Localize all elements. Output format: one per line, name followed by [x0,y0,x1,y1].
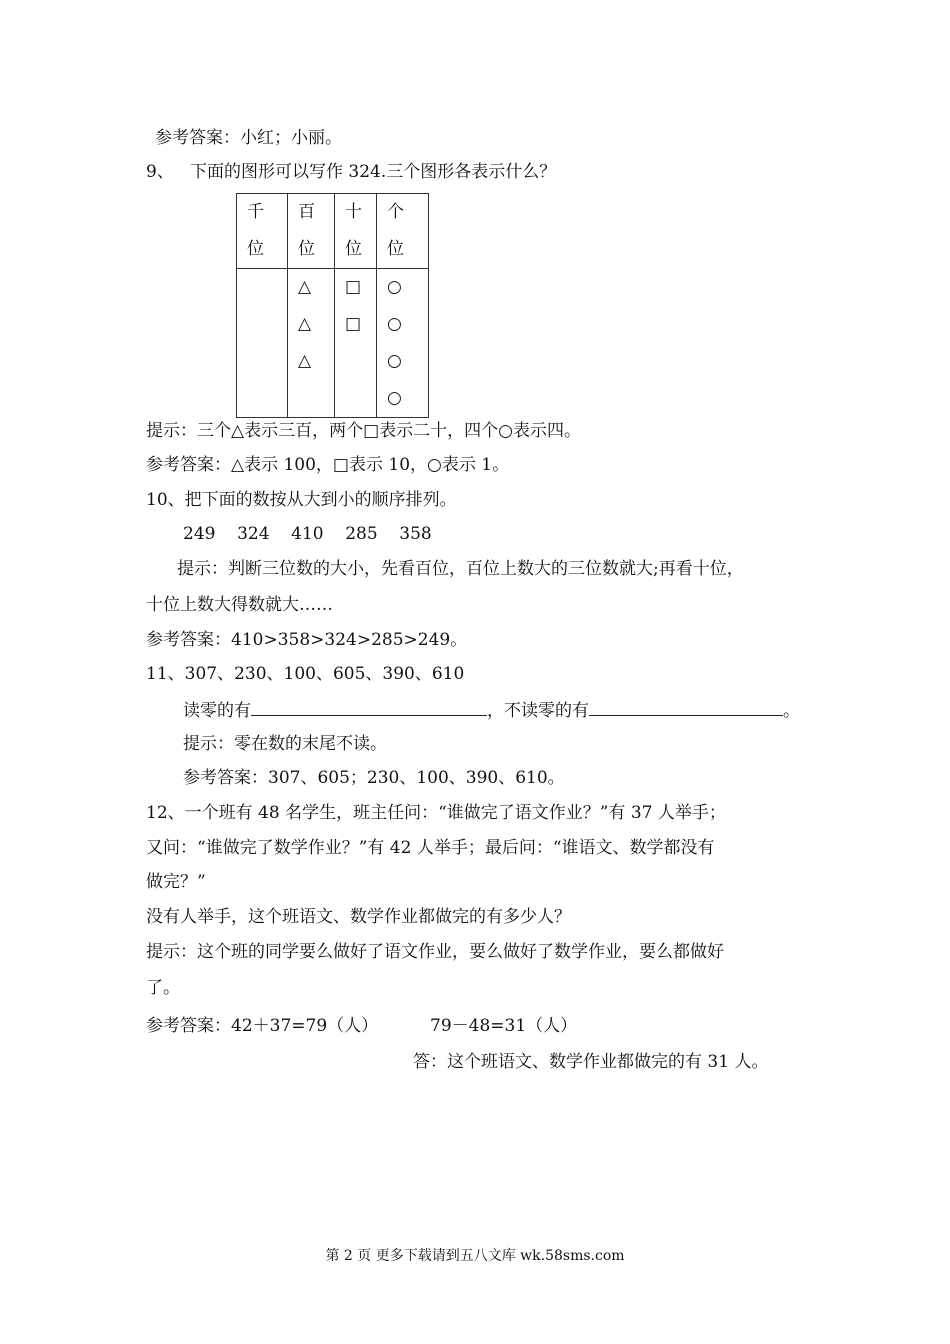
q12-line3: 做完？” [146,872,206,892]
q9-answer: 参考答案：△表示 100，□表示 10，○表示 1。 [146,455,510,475]
circle-icon: ○ [387,351,402,371]
page-footer: 第 2 页 更多下载请到五八文库 wk.58sms.com [325,1248,625,1264]
not-read-zero-blank[interactable] [589,697,783,716]
header-tens: 十 位 [335,194,377,269]
q9-question: 下面的图形可以写作 324.三个图形各表示什么？ [190,162,557,182]
square-icon: □ [345,314,362,334]
q11-hint: 提示：零在数的末尾不读。 [183,734,387,754]
q12-line2: 又问：“谁做完了数学作业？”有 42 人举手；最后问：“谁语文、数学都没有 [146,838,715,858]
triangle-icon: △ [298,351,312,371]
read-zero-label: 读零的有 [183,701,251,721]
table-header-row [237,194,429,269]
square-icon: □ [345,277,362,297]
circle-icon: ○ [387,314,402,334]
circle-icon: ○ [387,388,402,408]
not-read-zero-label: ，不读零的有 [487,701,589,721]
q10-answer: 参考答案：410>358>324>285>249。 [146,630,468,650]
q11-question: 11、307、230、100、605、390、610 [146,664,465,684]
sentence-end: 。 [783,701,800,721]
thousands-shapes [237,269,288,418]
triangle-icon: △ [298,314,312,334]
q12-final-answer: 答：这个班语文、数学作业都做完的有 31 人。 [413,1052,769,1072]
q12-hint-line2: 了。 [146,978,180,998]
q10-hint-line1: 提示：判断三位数的大小，先看百位，百位上数大的三位数就大;再看十位， [177,559,744,579]
header-hundreds: 百 位 [288,194,335,269]
circle-icon: ○ [387,277,402,297]
q12-answer-calc2: 79－48=31（人） [430,1016,578,1036]
q10-numbers: 249 324 410 285 358 [183,524,432,544]
q12-line4: 没有人举手，这个班语文、数学作业都做完的有多少人？ [146,907,571,927]
header-ones: 个 位 [377,194,429,269]
ones-shapes [377,269,429,418]
q8-answer: 参考答案：小红；小丽。 [155,128,342,148]
triangle-icon: △ [298,277,312,297]
read-zero-blank[interactable] [251,697,487,716]
q12-hint-line1: 提示：这个班的同学要么做好了语文作业，要么做好了数学作业，要么都做好 [146,942,724,962]
hundreds-shapes [288,269,335,418]
q12-line1: 12、一个班有 48 名学生，班主任问：“谁做完了语文作业？”有 37 人举手； [146,803,726,823]
q9-number: 9、 [146,162,174,182]
q10-question: 10、把下面的数按从大到小的顺序排列。 [146,490,457,510]
table-shapes-row [237,269,429,418]
q11-answer: 参考答案：307、605；230、100、390、610。 [183,768,565,788]
q9-hint: 提示：三个△表示三百，两个□表示二十，四个○表示四。 [146,421,581,441]
header-thousands: 千 位 [237,194,288,269]
place-value-table [236,193,429,418]
q11-fill-line [183,697,800,723]
q10-hint-line2: 十位上数大得数就大…… [146,595,333,615]
tens-shapes [335,269,377,418]
q12-answer-calc1: 参考答案：42＋37=79（人） [146,1016,379,1036]
